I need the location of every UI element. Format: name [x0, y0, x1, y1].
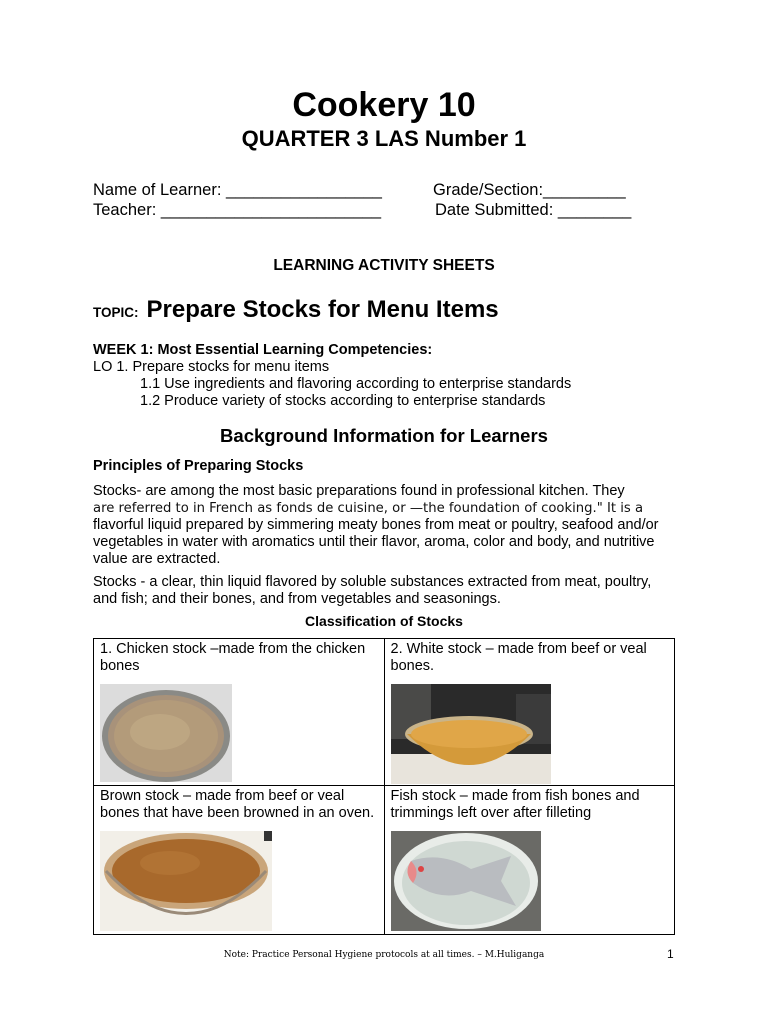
para-stocks-definition	[93, 483, 673, 568]
white-stock-photo	[391, 684, 551, 784]
fish-stock-text: Fish stock – made from fish bones and trimmings left over after filleting	[390, 788, 640, 821]
brown-stock-photo	[100, 831, 272, 931]
lo-line: LO 1. Prepare stocks for menu items	[93, 359, 330, 375]
classification-heading: Classification of Stocks	[305, 613, 463, 629]
chicken-stock-photo	[100, 684, 232, 782]
chicken-stock-cell	[94, 639, 385, 786]
white-stock-cell	[384, 639, 675, 786]
background-heading: Background Information for Learners	[220, 425, 548, 446]
para-stocks-clear: Stocks - a clear, thin liquid flavored by soluble substances extracted from meat, poultry, and fish; and their bones, and from vegetables and seasonings.	[93, 574, 652, 607]
fish-stock-cell	[384, 786, 675, 935]
learner-row	[93, 181, 626, 200]
fish-stock-photo	[391, 831, 541, 931]
document-title: Cookery 10	[292, 86, 476, 124]
las-heading: LEARNING ACTIVITY SHEETS	[273, 257, 495, 274]
white-stock-text: 2. White stock – made from beef or veal bones.	[390, 641, 647, 674]
topic-line	[93, 296, 499, 324]
para1-line-b: are referred to in French as fonds de cuisine, or —the foundation of cooking." It is a	[93, 501, 644, 516]
classification-table	[93, 638, 675, 935]
teacher-row	[93, 201, 632, 220]
competency-item-1: 1.1 Use ingredients and flavoring according to enterprise standards	[140, 376, 572, 392]
para1-line-c: flavorful liquid prepared by simmering meaty bones from meat or poultry, seafood and/or vegetables in water with aromatics until their flavor, aroma, color and body, and nutritive value are extracted.	[93, 517, 659, 567]
document-subtitle: QUARTER 3 LAS Number 1	[241, 126, 527, 151]
principles-heading: Principles of Preparing Stocks	[93, 458, 304, 474]
brown-stock-cell	[94, 786, 385, 935]
topic-text: Prepare Stocks for Menu Items	[146, 296, 499, 323]
chicken-stock-text: 1. Chicken stock –made from the chicken bones	[100, 641, 366, 674]
date-submitted-field[interactable]: Date Submitted: ________	[435, 201, 632, 219]
competency-item-2: 1.2 Produce variety of stocks according to enterprise standards	[140, 393, 546, 409]
week-heading: WEEK 1: Most Essential Learning Competencies:	[93, 342, 433, 358]
brown-stock-text: Brown stock – made from beef or veal bones that have been browned in an oven.	[100, 788, 375, 821]
name-of-learner-field[interactable]: Name of Learner: _________________	[93, 181, 382, 199]
teacher-field[interactable]: Teacher: ________________________	[93, 201, 382, 219]
topic-label: TOPIC:	[93, 305, 139, 320]
footer-note: Note: Practice Personal Hygiene protocols at all times. – M.Huliganga	[223, 950, 545, 960]
para1-line-a: Stocks- are among the most basic preparations found in professional kitchen. They	[93, 483, 625, 499]
grade-section-field[interactable]: Grade/Section:_________	[433, 181, 626, 199]
page-number: 1	[667, 947, 674, 961]
